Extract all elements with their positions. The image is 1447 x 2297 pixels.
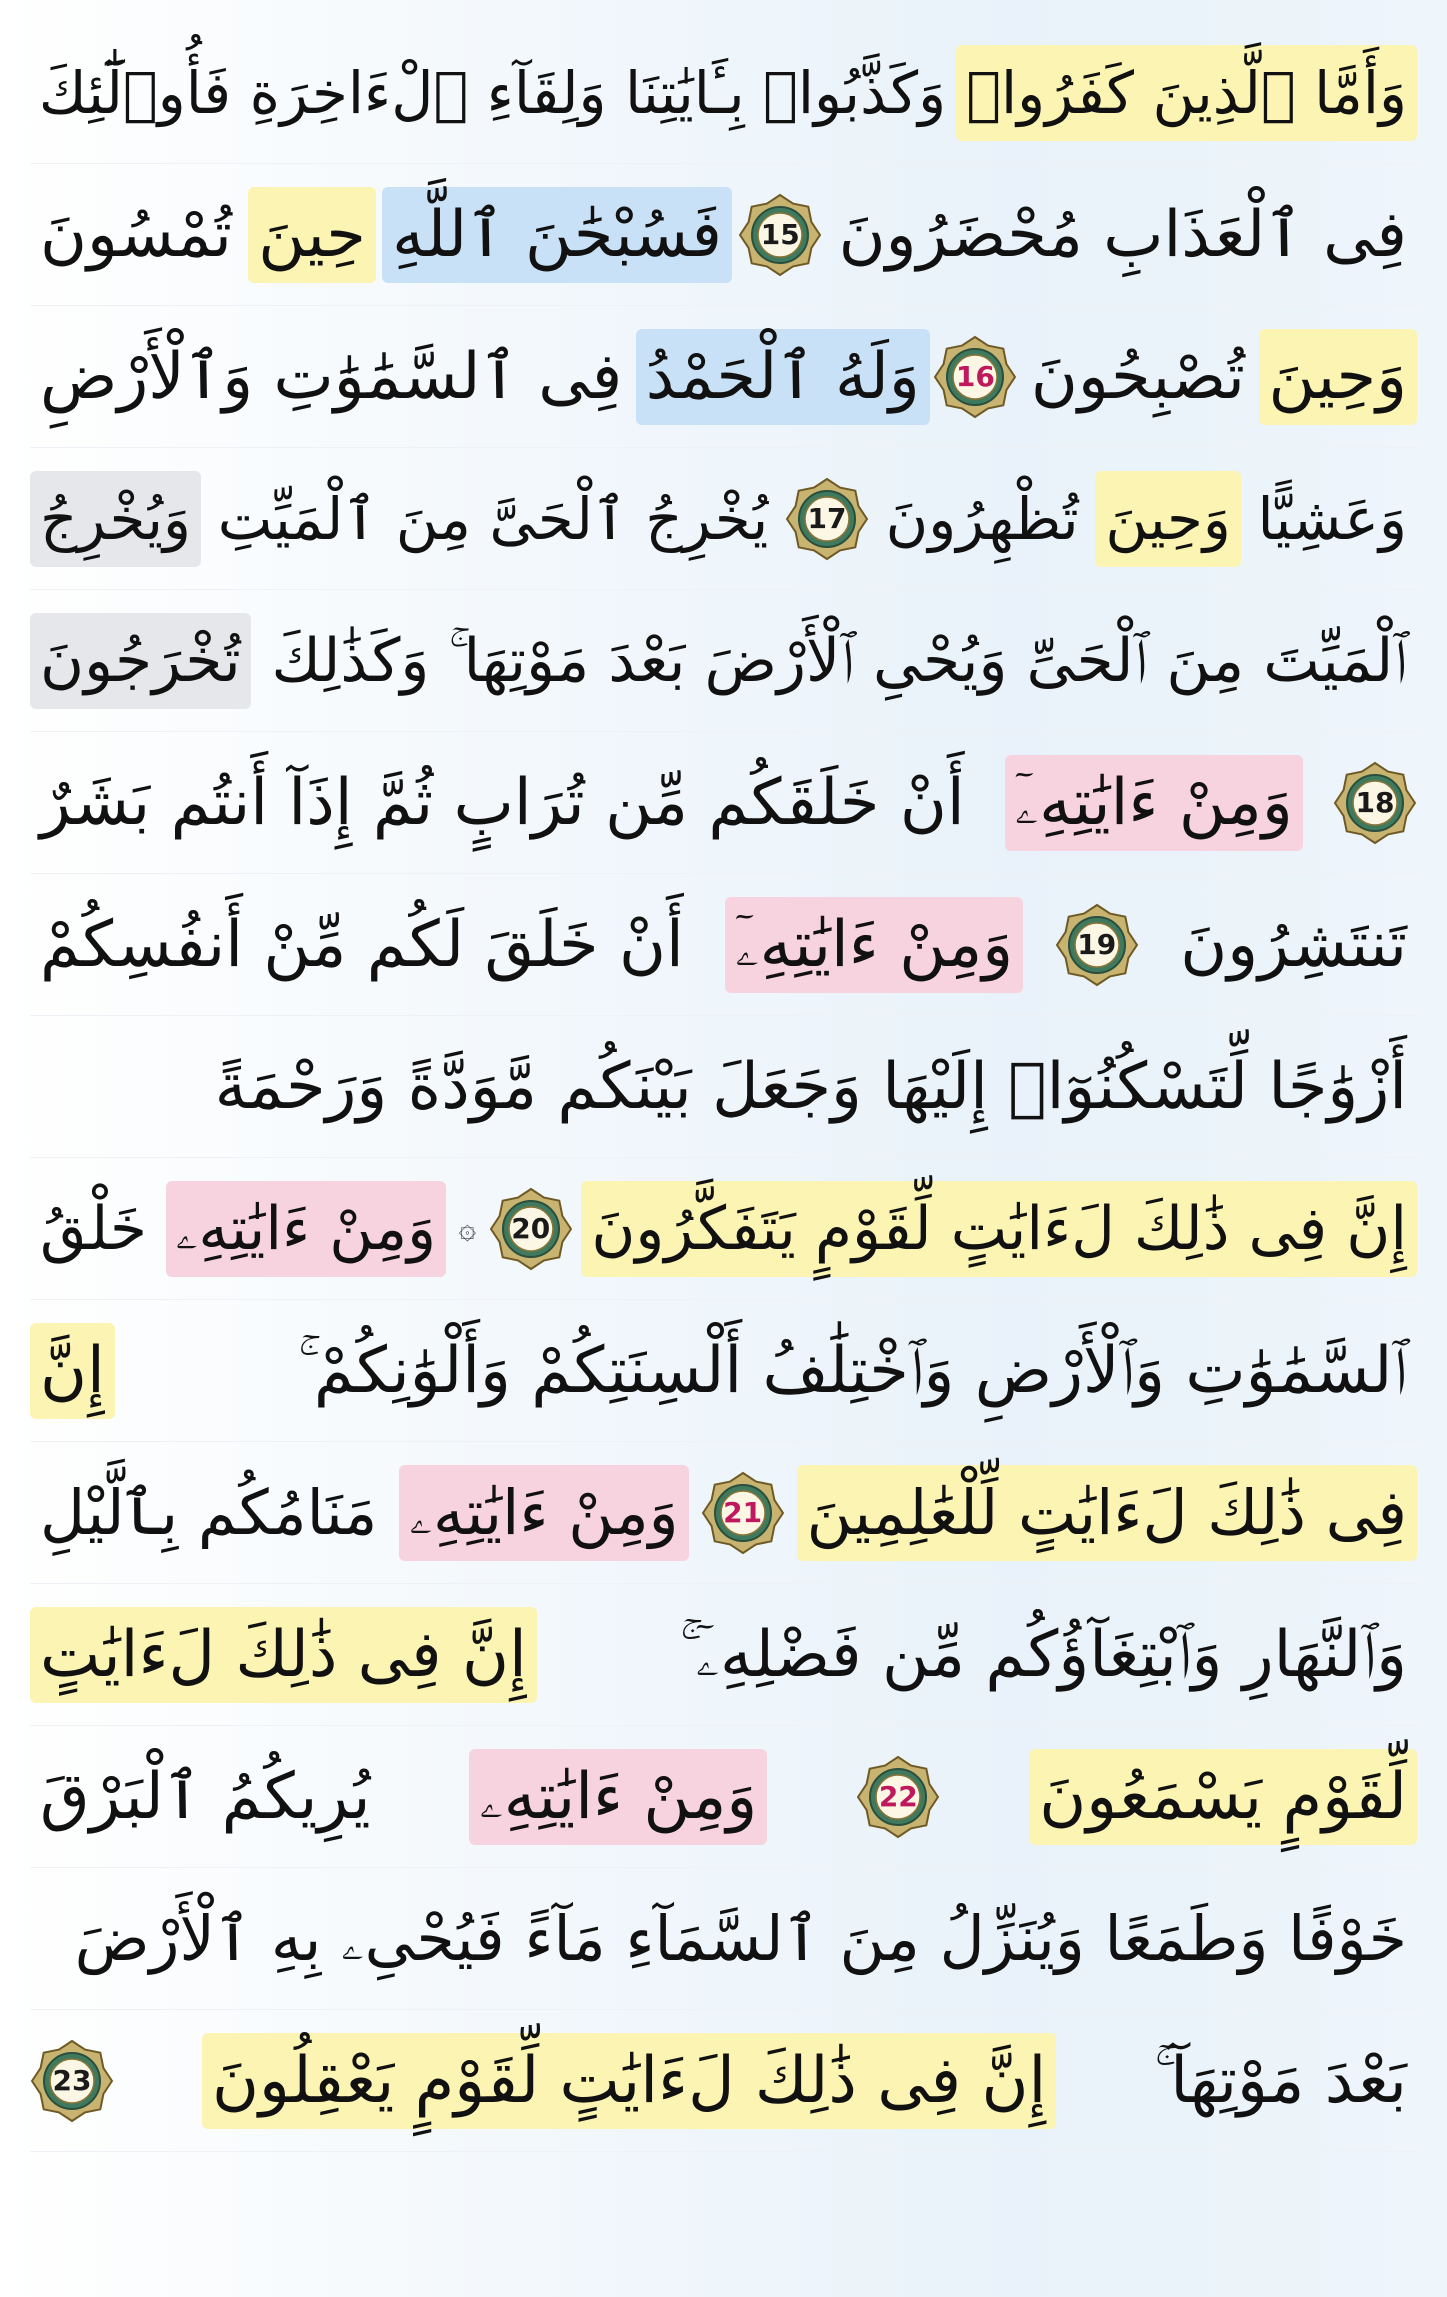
text-line-3 [30, 306, 1417, 448]
ayah-number-marker[interactable] [1333, 761, 1417, 845]
highlighted-verse-text[interactable]: فَسُبْحَٰنَ ٱللَّهِ [382, 187, 732, 283]
highlighted-verse-text[interactable]: تُخْرَجُونَ [30, 613, 251, 709]
text-line-10 [30, 1300, 1417, 1442]
verse-text: وَعَشِيًّا [1257, 484, 1407, 553]
highlighted-verse-text[interactable]: إِنَّ فِى ذَٰلِكَ لَءَايَٰتٍ [30, 1607, 537, 1703]
verse-text: فِى ٱلْعَذَابِ مُحْضَرُونَ [838, 197, 1407, 272]
highlighted-verse-text[interactable]: وَأَمَّا ٱلَّذِينَ كَفَرُوا۟ [956, 45, 1417, 141]
ayah-number: 15 [760, 218, 800, 251]
verse-text: تُظْهِرُونَ [885, 484, 1079, 553]
verse-text: ٱلْمَيِّتَ مِنَ ٱلْحَىِّ وَيُحْىِ ٱلْأَرْضَ بَعْدَ مَوْتِهَا ۚ وَكَذَٰلِكَ [271, 625, 1407, 696]
highlighted-verse-text[interactable]: حِينَ [248, 187, 376, 283]
ayah-number-marker[interactable] [30, 2039, 114, 2123]
verse-text: أَزْوَٰجًا لِّتَسْكُنُوٓا۟ إِلَيْهَا وَجَعَلَ بَيْنَكُم مَّوَدَّةً وَرَحْمَةً [214, 1049, 1407, 1124]
ayah-number: 18 [1355, 786, 1395, 819]
verse-text: فِى ٱلسَّمَٰوَٰتِ وَٱلْأَرْضِ [40, 339, 623, 414]
ayah-number: 22 [878, 1780, 918, 1813]
ayah-number-marker[interactable] [1055, 903, 1139, 987]
text-line-9 [30, 1158, 1417, 1300]
text-line-14 [30, 1868, 1417, 2010]
highlighted-verse-text[interactable]: فِى ذَٰلِكَ لَءَايَٰتٍ لِّلْعَٰلِمِينَ [797, 1465, 1417, 1561]
ayah-number: 20 [511, 1212, 551, 1245]
ayah-number: 16 [955, 360, 995, 393]
highlighted-verse-text[interactable]: وَمِنْ ءَايَٰتِهِۦ [469, 1749, 767, 1845]
verse-text: خَوْفًا وَطَمَعًا وَيُنَزِّلُ مِنَ ٱلسَّمَآءِ مَآءً فَيُحْىِۦ بِهِ ٱلْأَرْضَ [74, 1901, 1407, 1975]
text-line-11 [30, 1442, 1417, 1584]
highlighted-verse-text[interactable]: إِنَّ فِى ذَٰلِكَ لَءَايَٰتٍ لِّقَوْمٍ يَعْقِلُونَ [202, 2033, 1056, 2129]
ayah-number-marker[interactable] [489, 1187, 573, 1271]
text-line-4 [30, 448, 1417, 590]
highlighted-verse-text[interactable]: وَمِنْ ءَايَٰتِهِۦ [399, 1465, 688, 1561]
ayah-number-marker[interactable] [738, 193, 822, 277]
text-line-8 [30, 1016, 1417, 1158]
text-line-6 [30, 732, 1417, 874]
verse-text: تَنتَشِرُونَ [1180, 907, 1407, 982]
highlighted-verse-text[interactable]: لِّقَوْمٍ يَسْمَعُونَ [1029, 1749, 1417, 1845]
text-line-5 [30, 590, 1417, 732]
highlighted-verse-text[interactable]: وَيُخْرِجُ [30, 471, 201, 567]
ayah-number-marker[interactable] [701, 1471, 785, 1555]
highlighted-verse-text[interactable]: إِنَّ فِى ذَٰلِكَ لَءَايَٰتٍ لِّقَوْمٍ يَتَفَكَّرُونَ [581, 1181, 1417, 1277]
highlighted-verse-text[interactable]: وَمِنْ ءَايَٰتِهِۦٓ [1005, 755, 1303, 851]
text-line-15 [30, 2010, 1417, 2152]
ayah-number-marker[interactable] [785, 477, 869, 561]
highlighted-verse-text[interactable]: وَمِنْ ءَايَٰتِهِۦ [166, 1181, 447, 1277]
verse-text: يُخْرِجُ ٱلْحَىَّ مِنَ ٱلْمَيِّتِ [217, 484, 769, 553]
text-line-13 [30, 1726, 1417, 1868]
hizb-marker-icon: ۞ [458, 1211, 477, 1246]
verse-text: وَٱلنَّهَارِ وَٱبْتِغَآؤُكُم مِّن فَضْلِهِۦٓ ۚ [679, 1617, 1407, 1692]
verse-text: بَعْدَ مَوْتِهَآ ۚ [1154, 2043, 1407, 2118]
verse-text: أَنْ خَلَقَكُم مِّن تُرَابٍ ثُمَّ إِذَآ أَنتُم بَشَرٌ [40, 765, 965, 840]
ayah-number: 19 [1077, 928, 1117, 961]
highlighted-verse-text[interactable]: وَمِنْ ءَايَٰتِهِۦٓ [725, 897, 1023, 993]
text-line-7 [30, 874, 1417, 1016]
ayah-number-marker[interactable] [856, 1755, 940, 1839]
verse-text: مَنَامُكُم بِٱلَّيْلِ [40, 1475, 378, 1549]
verse-text: يُرِيكُمُ ٱلْبَرْقَ [40, 1759, 371, 1834]
ayah-number: 21 [723, 1496, 763, 1529]
text-line-2 [30, 164, 1417, 306]
text-line-1 [30, 22, 1417, 164]
ayah-number: 23 [52, 2064, 92, 2097]
text-line-12 [30, 1584, 1417, 1726]
highlighted-verse-text[interactable]: وَحِينَ [1095, 471, 1241, 567]
ayah-number-marker[interactable] [933, 335, 1017, 419]
verse-text: خَلْقُ [40, 1193, 147, 1264]
highlighted-verse-text[interactable]: وَحِينَ [1259, 329, 1418, 425]
verse-text: تُصْبِحُونَ [1030, 339, 1245, 414]
verse-text: أَنْ خَلَقَ لَكُم مِّنْ أَنفُسِكُمْ [40, 907, 684, 982]
highlighted-verse-text[interactable]: إِنَّ [30, 1323, 115, 1419]
highlighted-verse-text[interactable]: وَلَهُ ٱلْحَمْدُ [636, 329, 930, 425]
verse-text: وَكَذَّبُوا۟ بِـَٔايَٰتِنَا وَلِقَآءِ ٱلْءَاخِرَةِ فَأُو۟لَٰٓئِكَ [38, 58, 947, 127]
verse-text: ٱلسَّمَٰوَٰتِ وَٱلْأَرْضِ وَٱخْتِلَٰفُ أَلْسِنَتِكُمْ وَأَلْوَٰنِكُمْ ۚ [297, 1333, 1407, 1408]
verse-text: تُمْسُونَ [40, 197, 232, 272]
ayah-number: 17 [807, 502, 847, 535]
